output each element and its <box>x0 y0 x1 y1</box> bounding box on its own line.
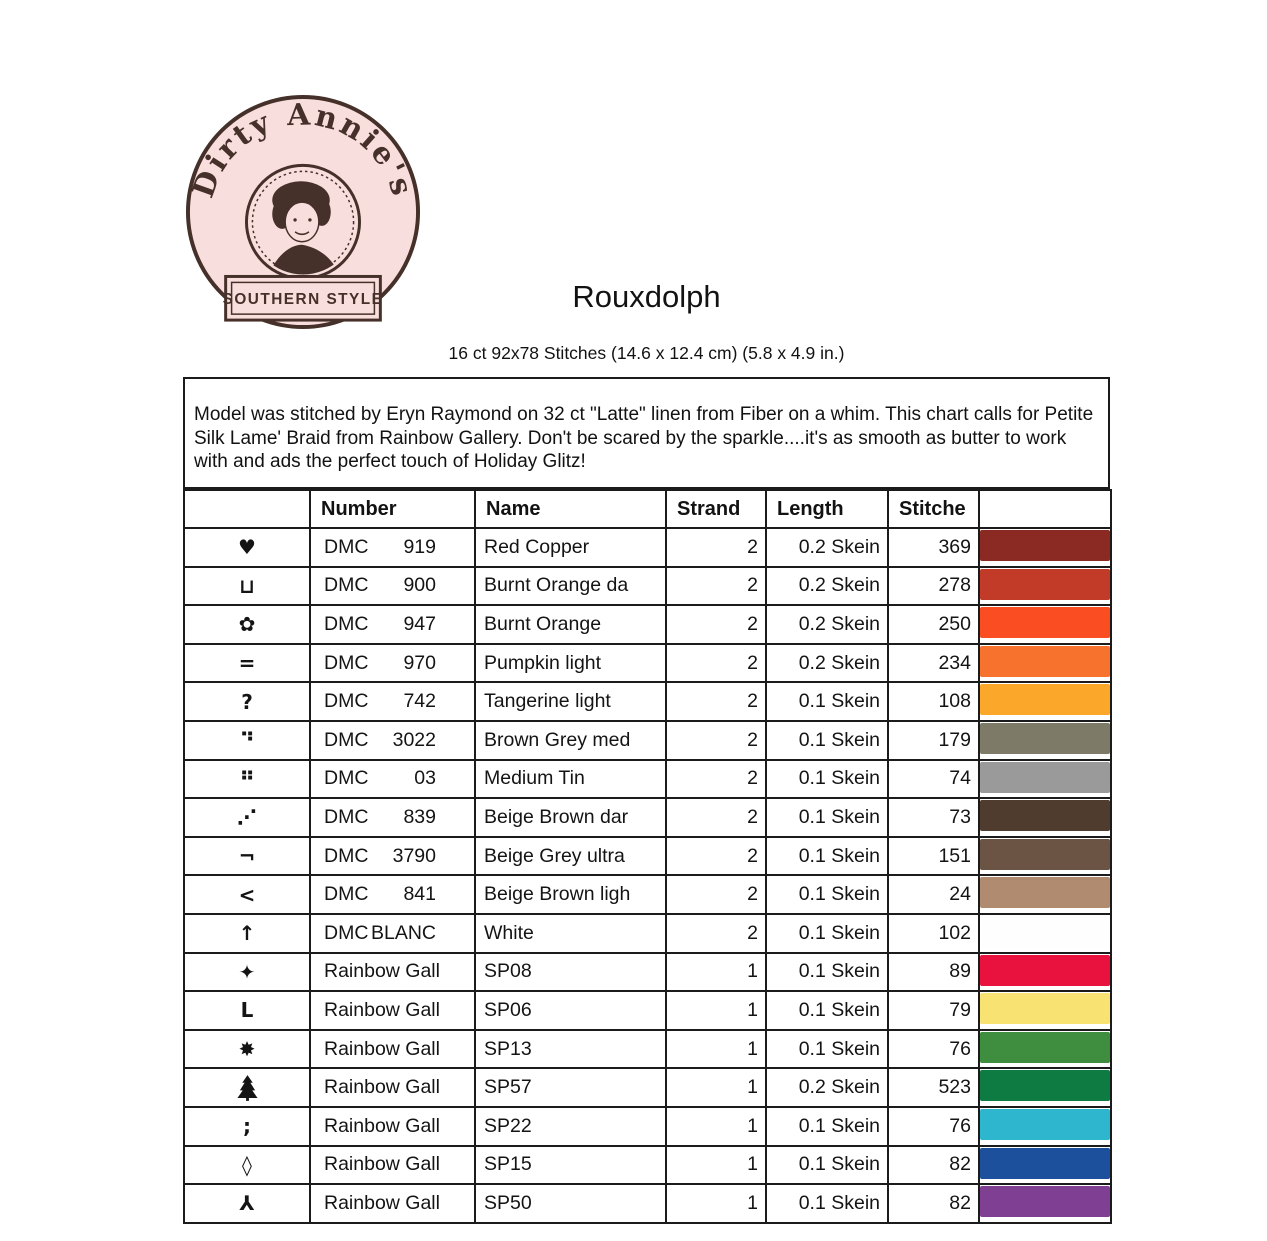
stitches-cell: 234 <box>888 644 979 683</box>
color-swatch <box>980 723 1110 754</box>
stitch-symbol-icon: ✿ <box>238 612 256 637</box>
color-swatch <box>980 569 1110 600</box>
symbol-cell <box>184 528 310 567</box>
color-swatch <box>980 530 1110 561</box>
table-row <box>184 1107 1111 1146</box>
name-cell: SP50 <box>475 1184 666 1223</box>
header-length: Length <box>766 490 888 528</box>
symbol-cell <box>184 644 310 683</box>
length-cell: 0.2 Skein <box>766 1068 888 1107</box>
stitches-cell: 179 <box>888 721 979 760</box>
header-strand: Strand <box>666 490 766 528</box>
length-cell: 0.1 Skein <box>766 1107 888 1146</box>
name-cell: Burnt Orange da <box>475 567 666 606</box>
stitch-symbol-icon: ♥ <box>238 535 256 560</box>
name-cell: SP22 <box>475 1107 666 1146</box>
name-cell: Beige Brown dar <box>475 798 666 837</box>
brand-label: DMC <box>324 844 369 867</box>
symbol-cell <box>184 605 310 644</box>
strand-cell: 2 <box>666 567 766 606</box>
brand-label: DMC <box>324 883 369 906</box>
color-swatch <box>980 916 1110 947</box>
strand-cell: 1 <box>666 991 766 1030</box>
stitch-symbol-icon: = <box>238 651 256 676</box>
symbol-cell <box>184 914 310 953</box>
name-cell: Tangerine light <box>475 682 666 721</box>
name-cell: Brown Grey med <box>475 721 666 760</box>
number-cell <box>310 760 475 799</box>
code-label: 3022 <box>392 728 436 751</box>
color-swatch <box>980 1186 1110 1217</box>
strand-cell: 2 <box>666 875 766 914</box>
name-cell: Burnt Orange <box>475 605 666 644</box>
banner-text: SOUTHERN STYLE <box>222 291 384 309</box>
symbol-cell <box>184 760 310 799</box>
brand-label: DMC <box>324 690 369 713</box>
symbol-cell <box>184 567 310 606</box>
code-label: 970 <box>403 651 436 674</box>
symbol-cell <box>184 1107 310 1146</box>
number-cell <box>310 798 475 837</box>
color-swatch <box>980 1109 1110 1140</box>
number-cell <box>310 682 475 721</box>
description-box <box>183 377 1110 489</box>
color-swatch <box>980 800 1110 831</box>
color-swatch <box>980 993 1110 1024</box>
stitches-cell: 24 <box>888 875 979 914</box>
stitches-cell: 79 <box>888 991 979 1030</box>
table-row <box>184 721 1111 760</box>
table-row <box>184 682 1111 721</box>
stitches-cell: 108 <box>888 682 979 721</box>
number-cell <box>310 721 475 760</box>
length-cell: 0.2 Skein <box>766 528 888 567</box>
table-row <box>184 837 1111 876</box>
color-cell <box>979 760 1111 799</box>
color-cell <box>979 875 1111 914</box>
stitches-cell: 82 <box>888 1184 979 1223</box>
length-cell: 0.1 Skein <box>766 721 888 760</box>
color-cell <box>979 1107 1111 1146</box>
code-label: 919 <box>403 535 436 558</box>
table-row <box>184 1146 1111 1185</box>
number-cell <box>310 605 475 644</box>
color-swatch <box>980 607 1110 638</box>
brand-label: DMC <box>324 651 369 674</box>
color-cell <box>979 837 1111 876</box>
number-cell <box>310 837 475 876</box>
color-cell <box>979 528 1111 567</box>
stitches-cell: 89 <box>888 953 979 992</box>
number-cell <box>310 953 475 992</box>
color-swatch <box>980 684 1110 715</box>
table-row <box>184 914 1111 953</box>
brand-label: DMC <box>324 767 369 790</box>
stitches-cell: 523 <box>888 1068 979 1107</box>
table-row <box>184 644 1111 683</box>
code-label: 3790 <box>392 844 436 867</box>
brand-label: DMC <box>324 574 369 597</box>
stitch-symbol-icon: ✦ <box>238 959 256 984</box>
number-cell <box>310 991 475 1030</box>
color-cell <box>979 953 1111 992</box>
symbol-cell <box>184 1146 310 1185</box>
stitch-symbol-icon: ⊔ <box>239 573 255 598</box>
stitch-symbol-icon: L <box>240 998 254 1023</box>
color-cell <box>979 798 1111 837</box>
color-cell <box>979 1184 1111 1223</box>
symbol-cell <box>184 1068 310 1107</box>
length-cell: 0.1 Skein <box>766 1184 888 1223</box>
stitch-symbol-icon: ✸ <box>238 1037 256 1062</box>
length-cell: 0.1 Skein <box>766 837 888 876</box>
length-cell: 0.2 Skein <box>766 567 888 606</box>
color-swatch <box>980 646 1110 677</box>
stitch-symbol-icon: < <box>238 882 256 907</box>
description-text: Model was stitched by Eryn Raymond on 32 ct "Latte" linen from Fiber on a whim. This chart calls for Petite Silk Lame' Braid from Rainbow Gallery. Don't be scared by the sparkle....it's as smooth as butter to work with and ads the perfect touch of Holiday Glitz! <box>194 404 1094 472</box>
brand-label: Rainbow Gall <box>324 1153 440 1176</box>
table-row <box>184 605 1111 644</box>
brand-label: DMC <box>324 921 369 944</box>
name-cell: Pumpkin light <box>475 644 666 683</box>
strand-cell: 2 <box>666 914 766 953</box>
color-swatch <box>980 839 1110 870</box>
strand-cell: 1 <box>666 1184 766 1223</box>
color-cell <box>979 682 1111 721</box>
brand-label: Rainbow Gall <box>324 998 440 1021</box>
strand-cell: 2 <box>666 682 766 721</box>
stitches-cell: 76 <box>888 1030 979 1069</box>
number-cell <box>310 1107 475 1146</box>
table-row <box>184 528 1111 567</box>
length-cell: 0.2 Skein <box>766 605 888 644</box>
name-cell: SP13 <box>475 1030 666 1069</box>
name-cell: Beige Brown ligh <box>475 875 666 914</box>
strand-cell: 1 <box>666 1030 766 1069</box>
color-cell <box>979 567 1111 606</box>
code-label: 839 <box>403 805 436 828</box>
stitch-symbol-icon: ⋰ <box>237 805 257 830</box>
stitches-cell: 102 <box>888 914 979 953</box>
symbol-cell <box>184 1030 310 1069</box>
brand-label: Rainbow Gall <box>324 1114 440 1137</box>
brand-label: DMC <box>324 612 369 635</box>
table-row <box>184 991 1111 1030</box>
number-cell <box>310 567 475 606</box>
length-cell: 0.1 Skein <box>766 875 888 914</box>
strand-cell: 2 <box>666 528 766 567</box>
code-label: 947 <box>403 612 436 635</box>
stitch-symbol-icon: ⠛ <box>239 766 255 791</box>
stitches-cell: 151 <box>888 837 979 876</box>
header-stitches: Stitche <box>888 490 979 528</box>
number-cell <box>310 914 475 953</box>
stitch-symbol-icon: ⅄ <box>239 1191 255 1216</box>
header-color <box>979 490 1111 528</box>
number-cell <box>310 1184 475 1223</box>
color-cell <box>979 721 1111 760</box>
color-swatch <box>980 762 1110 793</box>
number-cell <box>310 644 475 683</box>
length-cell: 0.1 Skein <box>766 760 888 799</box>
brand-label: DMC <box>324 805 369 828</box>
stitch-symbol-icon: ? <box>241 689 253 714</box>
color-swatch <box>980 1070 1110 1101</box>
length-cell: 0.2 Skein <box>766 644 888 683</box>
brand-label: DMC <box>324 535 369 558</box>
name-cell: Red Copper <box>475 528 666 567</box>
symbol-cell <box>184 1184 310 1223</box>
symbol-cell <box>184 837 310 876</box>
code-label: 742 <box>403 690 436 713</box>
brand-label: Rainbow Gall <box>324 1076 440 1099</box>
stitch-symbol-icon: ; <box>243 1114 251 1139</box>
strand-cell: 1 <box>666 1146 766 1185</box>
header-number: Number <box>310 490 475 528</box>
number-cell <box>310 1030 475 1069</box>
strand-cell: 1 <box>666 1068 766 1107</box>
number-cell <box>310 875 475 914</box>
table-row <box>184 798 1111 837</box>
strand-cell: 2 <box>666 837 766 876</box>
length-cell: 0.1 Skein <box>766 914 888 953</box>
table-header-row <box>184 490 1111 528</box>
tree-symbol-icon <box>237 1074 258 1098</box>
symbol-cell <box>184 953 310 992</box>
length-cell: 0.1 Skein <box>766 682 888 721</box>
header-symbol <box>184 490 310 528</box>
stitch-symbol-icon: ↑ <box>238 921 256 946</box>
stitches-cell: 82 <box>888 1146 979 1185</box>
brand-label: Rainbow Gall <box>324 960 440 983</box>
page-title: Rouxdolph <box>572 279 721 314</box>
name-cell: SP06 <box>475 991 666 1030</box>
color-cell <box>979 991 1111 1030</box>
code-label: 900 <box>403 574 436 597</box>
table-row <box>184 875 1111 914</box>
length-cell: 0.1 Skein <box>766 1146 888 1185</box>
stitches-cell: 73 <box>888 798 979 837</box>
color-cell <box>979 1068 1111 1107</box>
color-swatch <box>980 955 1110 986</box>
symbol-cell <box>184 798 310 837</box>
table-row <box>184 1184 1111 1223</box>
strand-cell: 1 <box>666 953 766 992</box>
number-cell <box>310 1146 475 1185</box>
stitch-symbol-icon: ⠙ <box>239 728 255 753</box>
header-name: Name <box>475 490 666 528</box>
stitches-cell: 278 <box>888 567 979 606</box>
stitches-cell: 74 <box>888 760 979 799</box>
color-swatch <box>980 1032 1110 1063</box>
symbol-cell <box>184 682 310 721</box>
strand-cell: 2 <box>666 798 766 837</box>
stitches-cell: 250 <box>888 605 979 644</box>
length-cell: 0.1 Skein <box>766 798 888 837</box>
strand-cell: 2 <box>666 721 766 760</box>
color-cell <box>979 644 1111 683</box>
symbol-cell <box>184 991 310 1030</box>
stitches-cell: 76 <box>888 1107 979 1146</box>
table-row <box>184 1068 1111 1107</box>
table-body <box>184 528 1111 1223</box>
code-label: 841 <box>403 883 436 906</box>
length-cell: 0.1 Skein <box>766 1030 888 1069</box>
table-row <box>184 760 1111 799</box>
thread-table <box>183 489 1112 1224</box>
brand-label: Rainbow Gall <box>324 1037 440 1060</box>
name-cell: SP15 <box>475 1146 666 1185</box>
table-row <box>184 567 1111 606</box>
strand-cell: 2 <box>666 605 766 644</box>
table-row <box>184 1030 1111 1069</box>
length-cell: 0.1 Skein <box>766 953 888 992</box>
brand-label: Rainbow Gall <box>324 1191 440 1214</box>
logo-arc-text: Dirty Annie's <box>185 97 421 203</box>
symbol-cell <box>184 721 310 760</box>
name-cell: Beige Grey ultra <box>475 837 666 876</box>
color-cell <box>979 605 1111 644</box>
number-cell <box>310 528 475 567</box>
strand-cell: 1 <box>666 1107 766 1146</box>
color-cell <box>979 1146 1111 1185</box>
strand-cell: 2 <box>666 760 766 799</box>
color-swatch <box>980 1148 1110 1179</box>
page-subtitle: 16 ct 92x78 Stitches (14.6 x 12.4 cm) (5.8 x 4.9 in.) <box>448 343 845 363</box>
table-row <box>184 953 1111 992</box>
code-label: 03 <box>414 767 436 790</box>
number-cell <box>310 1068 475 1107</box>
color-cell <box>979 914 1111 953</box>
color-swatch <box>980 877 1110 908</box>
length-cell: 0.1 Skein <box>766 991 888 1030</box>
brand-label: DMC <box>324 728 369 751</box>
color-cell <box>979 1030 1111 1069</box>
symbol-cell <box>184 875 310 914</box>
code-label: BLANC <box>370 921 436 944</box>
stitch-symbol-icon: ¬ <box>238 844 256 869</box>
name-cell: SP08 <box>475 953 666 992</box>
strand-cell: 2 <box>666 644 766 683</box>
name-cell: Medium Tin <box>475 760 666 799</box>
stitch-symbol-icon: ◊ <box>242 1152 252 1177</box>
name-cell: SP57 <box>475 1068 666 1107</box>
name-cell: White <box>475 914 666 953</box>
stitches-cell: 369 <box>888 528 979 567</box>
